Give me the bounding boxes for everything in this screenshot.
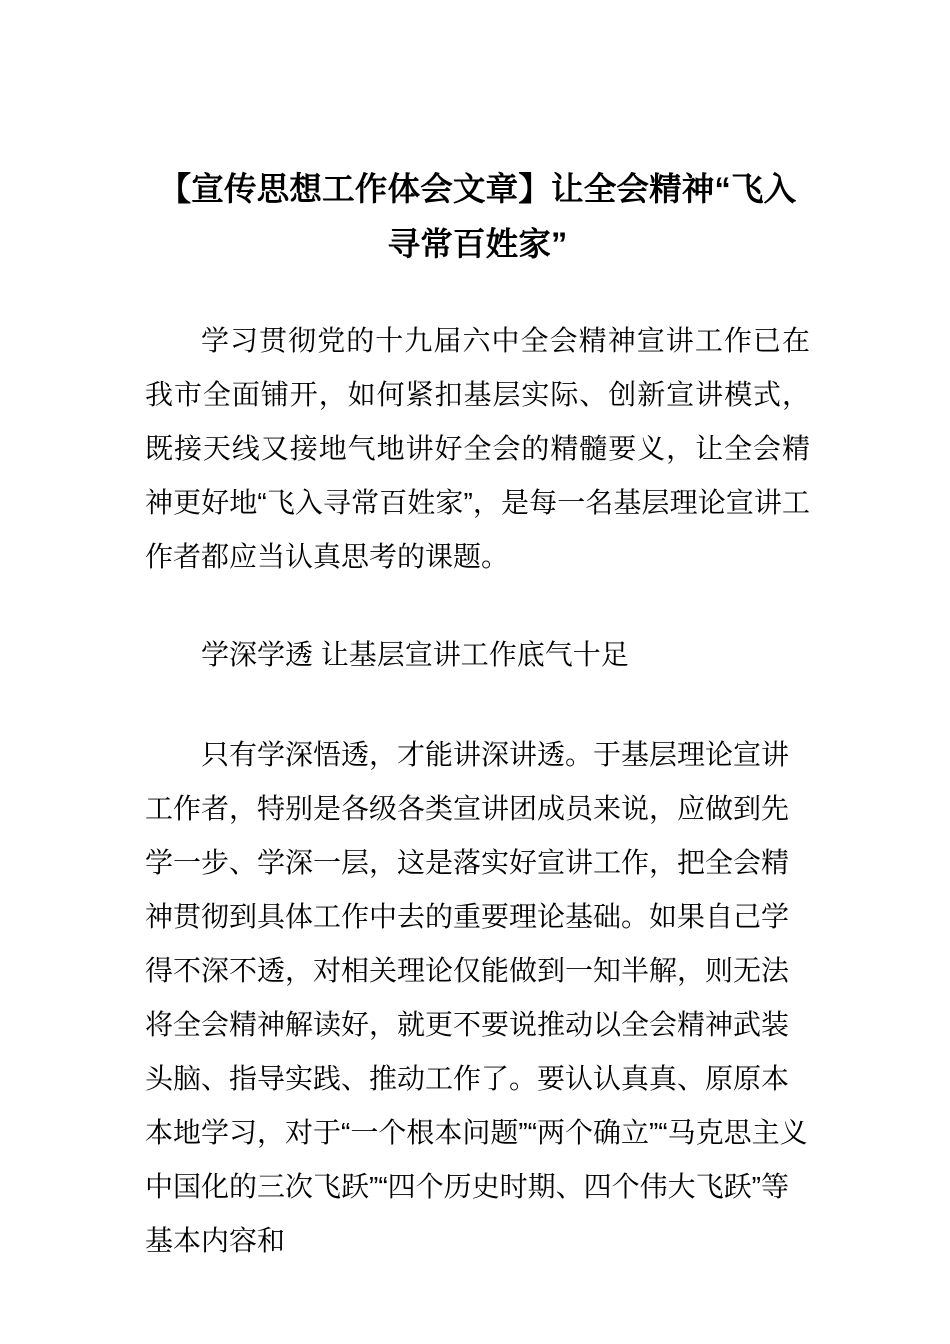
document-title: 【宣传思想工作体会文章】让全会精神“飞入寻常百姓家”: [158, 171, 797, 262]
document-content: [145, 0, 810, 1268]
body-paragraph-2: 只有学深悟透，才能讲深讲透。于基层理论宣讲工作者，特别是各级各类宣讲团成员来说，应做到先学一步、学深一层，这是落实好宣讲工作，把全会精神贯彻到具体工作中去的重要理论基础。如果自己学得不深不透，对相关理论仅能做到一知半解，则无法将全会精神解读好，就更不要说推动以全会精神武装头脑、指导实践、推动工作了。要认认真真、原原本本地学习，对于“一个根本问题”“两个确立”“马克思主义中国化的三次飞跃”“四个历史时期、四个伟大飞跃”等基本内容和: [145, 739, 808, 1256]
section-heading-1: 学深学透 让基层宣讲工作底气十足: [201, 639, 629, 670]
body-paragraph-1: 学习贯彻党的十九届六中全会精神宣讲工作已在我市全面铺开，如何紧扣基层实际、创新宣讲模式，既接天线又接地气地讲好全会的精髓要义，让全会精神更好地“飞入寻常百姓家”，是每一名基层理论宣讲工作者都应当认真思考的课题。: [145, 325, 810, 572]
